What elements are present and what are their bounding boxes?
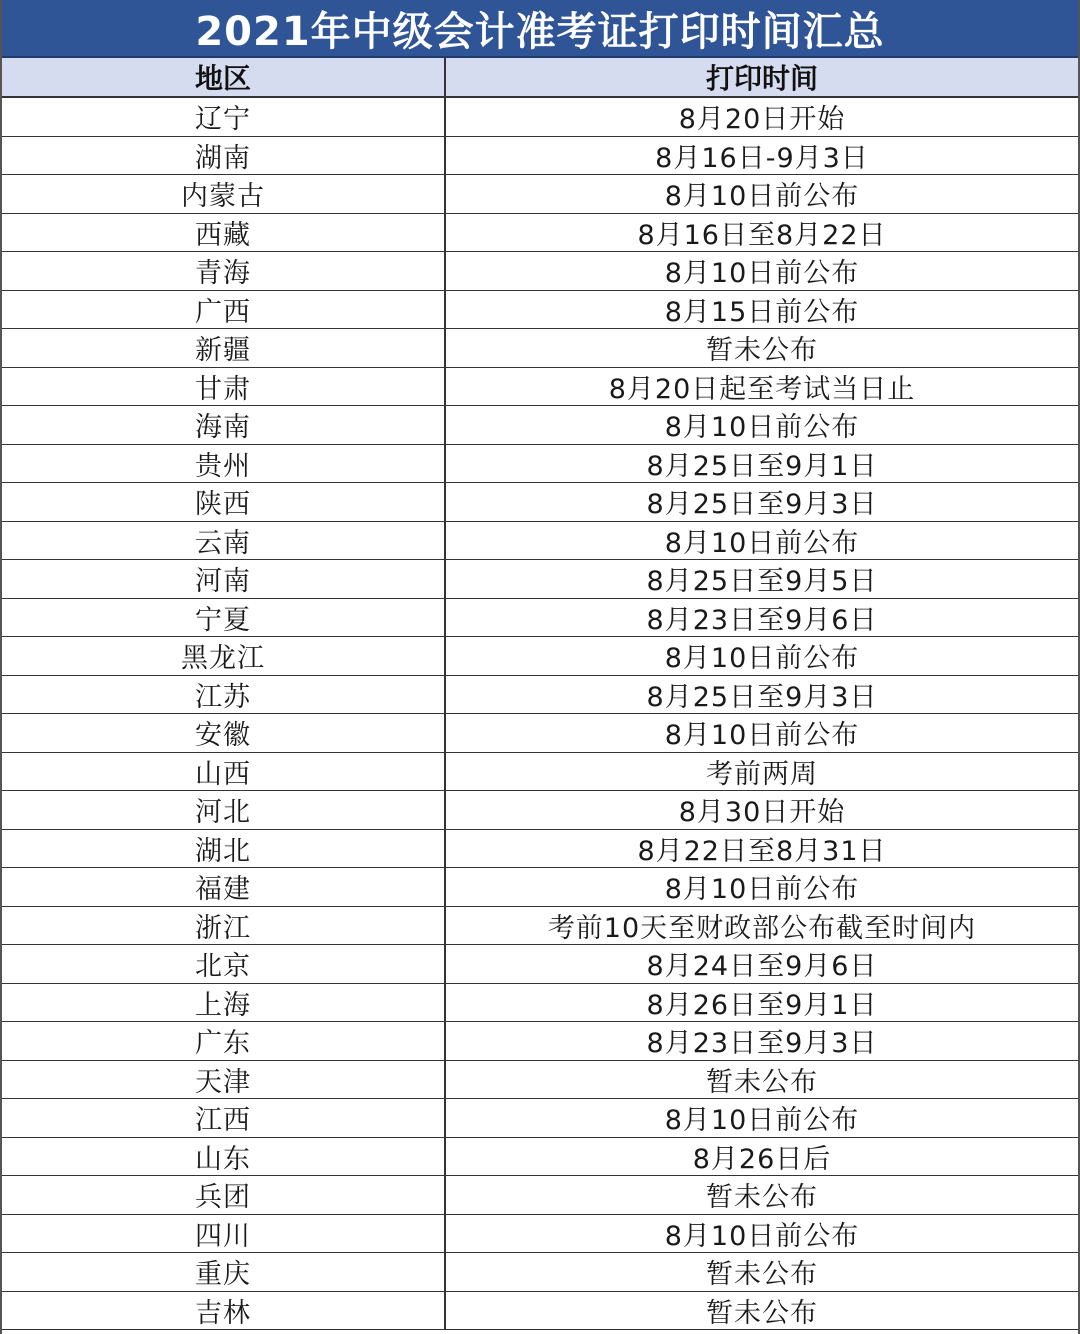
table-row	[2, 98, 1078, 137]
print-time-cell: 8月10日前公布	[664, 412, 860, 444]
table-row	[2, 445, 1078, 484]
table-row	[2, 406, 1078, 445]
region-cell: 宁夏	[2, 599, 446, 637]
table-row	[2, 868, 1078, 907]
print-time-cell: 8月25日至9月5日	[646, 566, 878, 598]
table-row	[2, 252, 1078, 291]
title-bar	[2, 0, 1078, 58]
print-time-cell: 8月25日至9月3日	[646, 681, 878, 713]
print-time-cell: 8月10日前公布	[664, 643, 860, 675]
print-time-cell: 8月16日-9月3日	[655, 142, 869, 174]
region-cell: 云南	[2, 522, 446, 560]
table-row	[2, 175, 1078, 214]
region-cell: 山西	[2, 753, 446, 791]
print-time-cell: 8月20日开始	[678, 104, 846, 136]
print-time-cell: 8月22日至8月31日	[637, 835, 887, 867]
table-row	[2, 907, 1078, 946]
table-row	[2, 214, 1078, 253]
region-cell: 山东	[2, 1138, 446, 1176]
table-row	[2, 830, 1078, 869]
region-cell: 黑龙江	[2, 637, 446, 675]
region-cell: 甘肃	[2, 368, 446, 406]
table-row	[2, 714, 1078, 753]
header-region: 地区	[2, 58, 446, 96]
print-time-cell: 8月10日前公布	[664, 258, 860, 290]
region-cell: 河南	[2, 560, 446, 598]
print-time-cell: 8月20日起至考试当日止	[608, 373, 916, 405]
region-cell: 江苏	[2, 676, 446, 714]
table-row	[2, 791, 1078, 830]
print-time-cell: 8月10日前公布	[664, 1105, 860, 1137]
region-cell: 兵团	[2, 1176, 446, 1214]
region-cell: 湖南	[2, 137, 446, 175]
print-time-cell: 考前10天至财政部公布截至时间内	[547, 912, 977, 944]
table-row	[2, 637, 1078, 676]
region-cell: 重庆	[2, 1253, 446, 1291]
print-time-cell: 8月16日至8月22日	[637, 219, 887, 251]
print-time-cell: 8月23日至9月3日	[646, 1028, 878, 1060]
table-row	[2, 368, 1078, 407]
header-print-time: 打印时间	[705, 62, 818, 95]
region-cell: 北京	[2, 945, 446, 983]
region-cell: 吉林	[2, 1292, 446, 1330]
region-cell: 广东	[2, 1022, 446, 1060]
print-time-cell: 8月10日前公布	[664, 720, 860, 752]
table-row	[2, 945, 1078, 984]
print-time-cell: 8月25日至9月3日	[646, 489, 878, 521]
region-cell: 海南	[2, 406, 446, 444]
table-body	[2, 98, 1078, 1330]
print-time-cell: 8月30日开始	[678, 797, 846, 829]
table-row	[2, 291, 1078, 330]
table-row	[2, 1292, 1078, 1331]
region-cell: 陕西	[2, 483, 446, 521]
region-cell: 上海	[2, 984, 446, 1022]
print-time-cell: 8月10日前公布	[664, 874, 860, 906]
table-row	[2, 560, 1078, 599]
table-row	[2, 1138, 1078, 1177]
table-row	[2, 599, 1078, 638]
table-row	[2, 1022, 1078, 1061]
table-row	[2, 676, 1078, 715]
region-cell: 辽宁	[2, 98, 446, 136]
region-cell: 浙江	[2, 907, 446, 945]
table-header-row	[2, 58, 1078, 98]
region-cell: 安徽	[2, 714, 446, 752]
print-time-cell: 8月10日前公布	[664, 181, 860, 213]
print-time-cell: 考前两周	[706, 758, 818, 790]
table-row	[2, 1253, 1078, 1292]
table-row	[2, 137, 1078, 176]
print-time-cell: 暂未公布	[706, 1066, 818, 1098]
region-cell: 四川	[2, 1215, 446, 1253]
table-row	[2, 1099, 1078, 1138]
print-time-cell: 8月10日前公布	[664, 527, 860, 559]
print-time-cell: 8月23日至9月6日	[646, 604, 878, 636]
region-cell: 河北	[2, 791, 446, 829]
print-time-cell: 暂未公布	[706, 1259, 818, 1291]
region-cell: 福建	[2, 868, 446, 906]
region-cell: 天津	[2, 1061, 446, 1099]
region-cell: 湖北	[2, 830, 446, 868]
print-time-cell: 8月10日前公布	[664, 1220, 860, 1252]
region-cell: 内蒙古	[2, 175, 446, 213]
table-row	[2, 753, 1078, 792]
print-time-cell: 8月26日后	[692, 1143, 832, 1175]
print-time-cell: 暂未公布	[706, 1182, 818, 1214]
region-cell: 青海	[2, 252, 446, 290]
table-row	[2, 1176, 1078, 1215]
table-row	[2, 1061, 1078, 1100]
print-time-cell: 暂未公布	[706, 335, 818, 367]
region-cell: 贵州	[2, 445, 446, 483]
region-cell: 江西	[2, 1099, 446, 1137]
print-time-cell: 暂未公布	[706, 1297, 818, 1329]
table-row	[2, 329, 1078, 368]
print-time-cell: 8月25日至9月1日	[646, 450, 878, 482]
region-cell: 广西	[2, 291, 446, 329]
table-row	[2, 522, 1078, 561]
region-cell: 新疆	[2, 329, 446, 367]
region-cell: 西藏	[2, 214, 446, 252]
print-time-cell: 8月24日至9月6日	[646, 951, 878, 983]
table-row	[2, 1215, 1078, 1254]
table-row	[2, 483, 1078, 522]
print-time-cell: 8月26日至9月1日	[646, 989, 878, 1021]
print-time-cell: 8月15日前公布	[664, 296, 860, 328]
page-title: 2021年中级会计准考证打印时间汇总	[195, 8, 885, 55]
table-row	[2, 984, 1078, 1023]
